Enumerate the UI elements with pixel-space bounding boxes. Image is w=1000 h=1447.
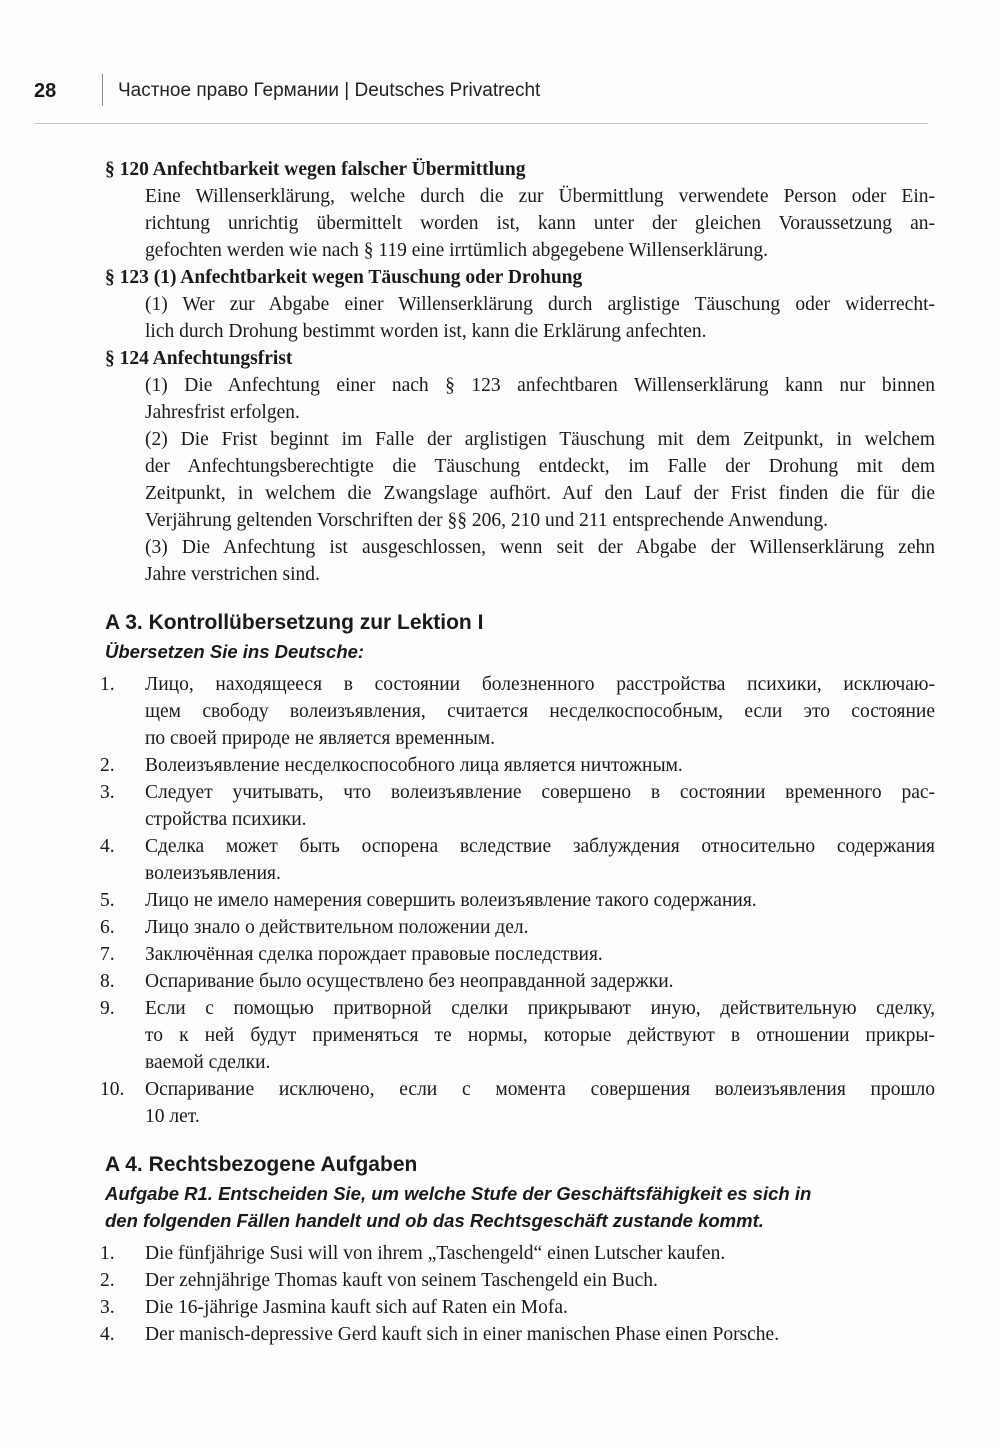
text-line: Jahre verstrichen sind. <box>145 564 320 585</box>
text-line: Лицо не имело намерения совершить волеизъявление такого содержания. <box>145 890 757 911</box>
text-line: Если с помощью притворной сделки прикрывают иную, действительную сделку, <box>145 998 935 1019</box>
text-line: ваемой сделки. <box>145 1052 271 1073</box>
text-line: Заключённая сделка порождает правовые последствия. <box>145 944 603 965</box>
section-heading-a4: A 4. Rechtsbezogene Aufgaben <box>105 1153 418 1176</box>
paragraph <box>105 372 935 426</box>
item-number: 2. <box>100 1270 115 1291</box>
text-line: Следует учитывать, что волеизъявление совершено в состоянии временного рас- <box>145 782 935 803</box>
law-section <box>105 156 935 264</box>
instruction-a3: Übersetzen Sie ins Deutsche: <box>105 641 365 662</box>
list-item <box>100 1267 935 1294</box>
list-item <box>100 833 935 887</box>
list-item <box>100 914 935 941</box>
text-line: Оспаривание исключено, если с момента совершения волеизъявления прошло <box>145 1079 935 1100</box>
section-heading-a3: A 3. Kontrollübersetzung zur Lektion I <box>105 611 484 634</box>
list-item <box>100 671 935 752</box>
text-line: der Anfechtungsberechtigte die Täuschung entdeckt, im Falle der Drohung mit dem <box>145 456 935 477</box>
page-content <box>100 156 935 1348</box>
list-item <box>100 968 935 995</box>
item-number: 6. <box>100 917 115 938</box>
text-line: Jahresfrist erfolgen. <box>145 402 300 423</box>
item-number: 4. <box>100 836 115 857</box>
list-item <box>100 1240 935 1267</box>
text-line: Die fünfjährige Susi will von ihrem „Taschengeld“ einen Lutscher kaufen. <box>145 1243 726 1264</box>
item-number: 2. <box>100 755 115 776</box>
item-number: 3. <box>100 1297 115 1318</box>
page-number: 28 <box>34 80 57 102</box>
item-number: 5. <box>100 890 115 911</box>
list-item <box>100 941 935 968</box>
list-item <box>100 1321 935 1348</box>
section-heading: § 124 Anfechtungsfrist <box>105 348 293 369</box>
list-item <box>100 779 935 833</box>
item-number: 3. <box>100 782 115 803</box>
instruction-a4 <box>105 1180 935 1234</box>
text-line: Zeitpunkt, in welchem die Zwangslage aufhört. Auf den Lauf der Frist finden die für die <box>145 483 935 504</box>
law-section <box>105 264 935 345</box>
law-section <box>105 345 935 588</box>
list-item <box>100 887 935 914</box>
text-line: Eine Willenserklärung, welche durch die zur Übermittlung verwendete Person oder Ein- <box>145 186 935 207</box>
item-number: 1. <box>100 1243 115 1264</box>
item-number: 1. <box>100 674 115 695</box>
list-item <box>100 1076 935 1130</box>
header-rule <box>34 123 928 124</box>
item-number: 8. <box>100 971 115 992</box>
text-line: Лицо, находящееся в состоянии болезненного расстройства психики, исключаю- <box>145 674 935 695</box>
section-heading: § 123 (1) Anfechtbarkeit wegen Täuschung oder Drohung <box>105 267 583 288</box>
text-line: (3) Die Anfechtung ist ausgeschlossen, wenn seit der Abgabe der Willenserklärung zehn <box>145 537 935 558</box>
paragraph <box>105 426 935 534</box>
text-line: то к ней будут применяться те нормы, которые действуют в отношении прикры- <box>145 1025 935 1046</box>
exercise-list <box>100 1240 935 1348</box>
item-number: 9. <box>100 998 115 1019</box>
section-heading: § 120 Anfechtbarkeit wegen falscher Übermittlung <box>105 159 526 180</box>
text-line: richtung unrichtig übermittelt worden ist, kann unter der gleichen Voraussetzung an- <box>145 213 935 234</box>
paragraph <box>105 534 935 588</box>
text-line: lich durch Drohung bestimmt worden ist, kann die Erklärung anfechten. <box>145 321 707 342</box>
text-line: (1) Wer zur Abgabe einer Willenserklärung durch arglistige Täuschung oder widerrecht- <box>145 294 935 315</box>
text-line: стройства психики. <box>145 809 307 830</box>
text-line: по своей природе не является временным. <box>145 728 496 749</box>
text-line: Сделка может быть оспорена вследствие заблуждения относительно содержания <box>145 836 935 857</box>
running-title: Частное право Германии | Deutsches Privatrecht <box>118 80 541 101</box>
text-line: Die 16-jährige Jasmina kauft sich auf Raten ein Mofa. <box>145 1297 568 1318</box>
header-divider <box>102 74 103 106</box>
list-item <box>100 752 935 779</box>
exercise-list <box>100 671 935 1130</box>
text-line: (2) Die Frist beginnt im Falle der arglistigen Täuschung mit dem Zeitpunkt, in welchem <box>145 429 935 450</box>
text-line: Оспаривание было осуществлено без неоправданной задержки. <box>145 971 674 992</box>
text-line: щем свободу волеизъявления, считается несделкоспособным, если это состояние <box>145 701 935 722</box>
list-item <box>100 995 935 1076</box>
item-number: 4. <box>100 1324 115 1345</box>
text-line: 10 лет. <box>145 1106 200 1127</box>
text-line: Verjährung geltenden Vorschriften der §§ 206, 210 und 211 entsprechende Anwendung. <box>145 510 829 531</box>
text-line: gefochten werden wie nach § 119 eine irrtümlich abgegebene Willenserklärung. <box>145 240 768 261</box>
text-line: Лицо знало о действительном положении дел. <box>145 917 529 938</box>
text-line: Der manisch-depressive Gerd kauft sich in einer manischen Phase einen Porsche. <box>145 1324 780 1345</box>
item-number: 7. <box>100 944 115 965</box>
text-line: Der zehnjährige Thomas kauft von seinem Taschengeld ein Buch. <box>145 1270 658 1291</box>
list-item <box>100 1294 935 1321</box>
instruction-line: Aufgabe R1. Entscheiden Sie, um welche Stufe der Geschäftsfähigkeit es sich in <box>105 1183 812 1204</box>
text-line: волеизъявления. <box>145 863 281 884</box>
text-line: (1) Die Anfechtung einer nach § 123 anfechtbaren Willenserklärung kann nur binnen <box>145 375 935 396</box>
instruction-line: den folgenden Fällen handelt und ob das Rechtsgeschäft zustande kommt. <box>105 1210 764 1231</box>
item-number: 10. <box>100 1079 125 1100</box>
text-line: Волеизъявление несделкоспособного лица является ничтожным. <box>145 755 683 776</box>
